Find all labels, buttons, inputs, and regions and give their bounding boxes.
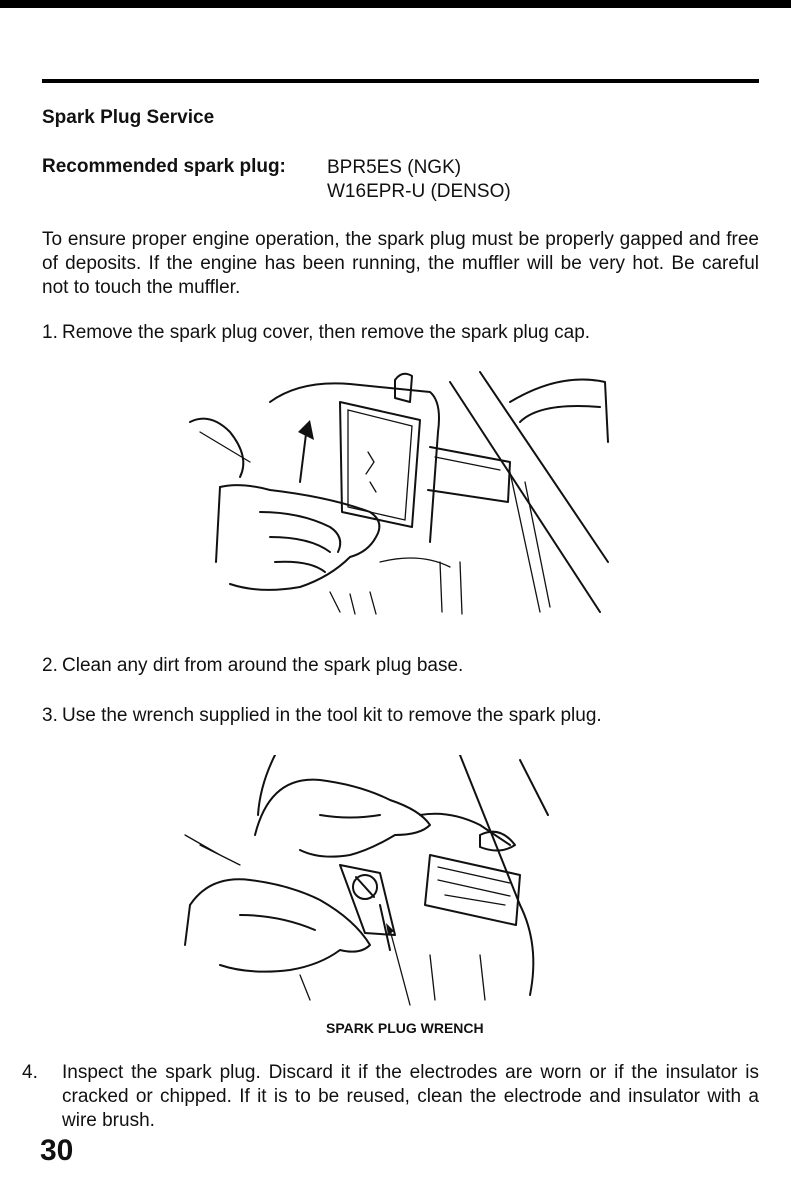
spark-plug-cover-illustration xyxy=(180,362,610,617)
section-title: Spark Plug Service xyxy=(42,107,215,128)
step-number: 2. xyxy=(42,655,58,676)
step-number: 3. xyxy=(42,705,58,726)
recommended-plug-ngk: BPR5ES (NGK) xyxy=(327,157,462,178)
step-number: 1. xyxy=(42,322,58,343)
wrench-caption: SPARK PLUG WRENCH xyxy=(326,1020,484,1036)
top-border xyxy=(0,0,791,8)
recommended-plug-label: Recommended spark plug: xyxy=(42,156,286,177)
step-text: Use the wrench supplied in the tool kit to remove the spark plug. xyxy=(62,705,602,726)
page-number: 30 xyxy=(40,1134,74,1167)
step-text: Inspect the spark plug. Discard it if the electrodes are worn or if the insulator is cracked or chipped. If it is to be reused, clean the electrode and insulator with a wire brush. xyxy=(62,1062,759,1131)
step-2 xyxy=(42,654,759,678)
step-text: Clean any dirt from around the spark plug base. xyxy=(62,655,464,676)
intro-paragraph: To ensure proper engine operation, the spark plug must be properly gapped and free of deposits. If the engine has been running, the muffler will be very hot. Be careful not to touch the muffler. xyxy=(42,229,759,298)
step-1 xyxy=(42,321,759,345)
step-4 xyxy=(22,1061,759,1133)
step-3 xyxy=(42,704,759,728)
spark-plug-wrench-illustration xyxy=(180,755,550,1010)
step-number: 4. xyxy=(22,1062,38,1083)
recommended-plug-denso: W16EPR-U (DENSO) xyxy=(327,181,511,202)
header-rule xyxy=(42,79,759,83)
step-text: Remove the spark plug cover, then remove the spark plug cap. xyxy=(62,322,591,343)
